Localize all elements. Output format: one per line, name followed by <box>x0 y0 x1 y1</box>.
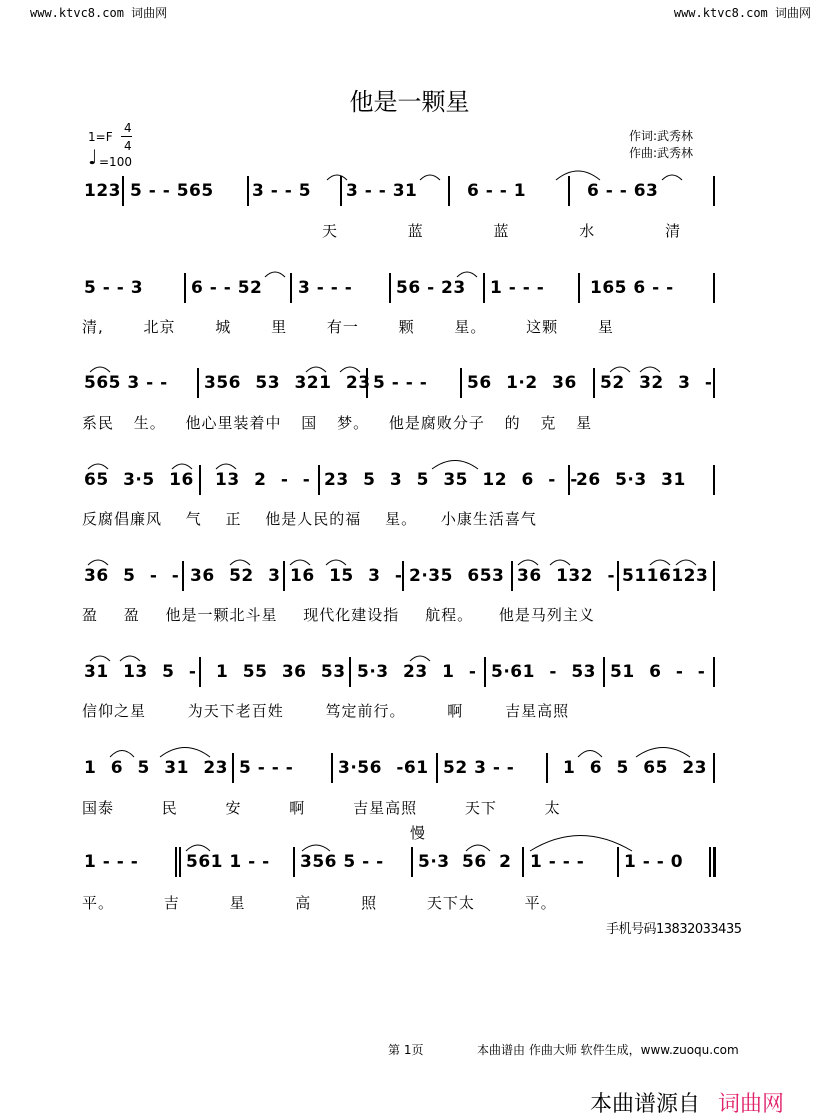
lyrics-line: 平。 吉 星 高 照 天下太 平。 <box>82 894 557 912</box>
measure: 26 5·3 31 <box>576 470 686 490</box>
measure: 5·3 23 1 - <box>357 662 477 682</box>
measure: 165 6 - - <box>590 278 674 298</box>
time-signature-bottom: 4 <box>124 139 132 153</box>
measure: 5·3 56 2 <box>418 852 512 872</box>
lyrics-line: 系民 生。 他心里装着中 国 梦。 他是腐败分子 的 克 星 <box>82 414 593 432</box>
measure: 356 5 - - <box>300 852 384 872</box>
measure: 3·56 -61 <box>338 758 429 778</box>
measure: 5116123 <box>622 566 709 586</box>
measure: 31 13 5 - <box>84 662 197 682</box>
lyrics-line: 天 蓝 蓝 水 清 <box>322 222 682 240</box>
measure: 65 3·5 16 <box>84 470 194 490</box>
composer: 作曲:武秀林 <box>629 146 694 160</box>
song-title: 他是一颗星 <box>349 88 470 116</box>
measure: 3 - - - <box>298 278 353 298</box>
measure: 2·35 653 <box>409 566 505 586</box>
measure: 1 - - 0 <box>624 852 684 872</box>
measure: 123 <box>84 181 121 201</box>
measure: 1 - - - <box>490 278 545 298</box>
measure: 52 3 - - <box>443 758 515 778</box>
measure: 6 - - 52 <box>191 278 263 298</box>
footer-credit: 本曲谱由 作曲大师 软件生成，www.zuoqu.com <box>477 1043 739 1057</box>
measure: 1 55 36 53 <box>216 662 346 682</box>
watermark-right: www.ktvc8.com 词曲网 <box>673 6 811 20</box>
measure: 56 1·2 36 <box>467 373 577 393</box>
tempo: =100 <box>99 155 132 169</box>
measure: 13 2 - - <box>215 470 311 490</box>
measure: 5·61 - 53 <box>491 662 596 682</box>
lyrics-line: 盈 盈 他是一颗北斗星 现代化建设指 航程。 他是马列主义 <box>82 606 595 624</box>
measure: 565 3 - - <box>84 373 168 393</box>
measure: 1 6 5 31 23 <box>84 758 228 778</box>
measure: 1 - - - <box>530 852 585 872</box>
measure: 356 53 321 23 <box>204 373 371 393</box>
phone-number: 手机号码13832033435 <box>606 922 742 937</box>
measure: 36 132 - <box>517 566 616 586</box>
measure: 5 - - - <box>373 373 428 393</box>
measure: 5 - - 565 <box>130 181 214 201</box>
key-signature: 1=F <box>88 130 113 144</box>
measure: 3 - - 5 <box>252 181 312 201</box>
source-label <box>590 1087 784 1118</box>
measure: 56 - 23 <box>396 278 466 298</box>
watermark-left: www.ktvc8.com 词曲网 <box>30 6 168 20</box>
measure: 23 5 3 5 35 12 6 - - <box>324 470 578 490</box>
lyrics-line: 清, 北京 城 里 有一 颗 星。 这颗 星 <box>82 318 614 336</box>
lyricist: 作词:武秀林 <box>629 129 694 143</box>
source-site-link[interactable]: 词曲网 <box>718 1092 785 1117</box>
lyrics-line: 信仰之星 为天下老百姓 笃定前行。 啊 吉星高照 <box>82 702 570 720</box>
measure: 3 - - 31 <box>346 181 418 201</box>
quarter-note-icon: ♩ <box>88 145 98 169</box>
measure: 5 - - 3 <box>84 278 144 298</box>
lyrics-line: 反腐倡廉风 气 正 他是人民的福 星。 小康生活喜气 <box>82 510 537 528</box>
time-signature-top: 4 <box>124 121 132 135</box>
tempo-marking-slow: 慢 <box>410 824 427 842</box>
measure: 51 6 - - <box>610 662 706 682</box>
measure: 5 - - - <box>239 758 294 778</box>
measure: 1 6 5 65 23 <box>563 758 707 778</box>
measure: 16 15 3 - <box>290 566 403 586</box>
page-number: 第 1页 <box>388 1043 424 1057</box>
measure: 36 52 3 <box>190 566 281 586</box>
lyrics-line: 国泰 民 安 啊 吉星高照 天下 太 <box>82 799 561 817</box>
measure: 1 - - - <box>84 852 139 872</box>
measure: 6 - - 63 <box>587 181 659 201</box>
measure: 52 32 3 - <box>600 373 713 393</box>
source-prefix: 本曲谱源自 <box>590 1092 701 1117</box>
measure: 36 5 - - <box>84 566 180 586</box>
measure: 561 1 - - <box>186 852 270 872</box>
measure: 6 - - 1 <box>467 181 527 201</box>
